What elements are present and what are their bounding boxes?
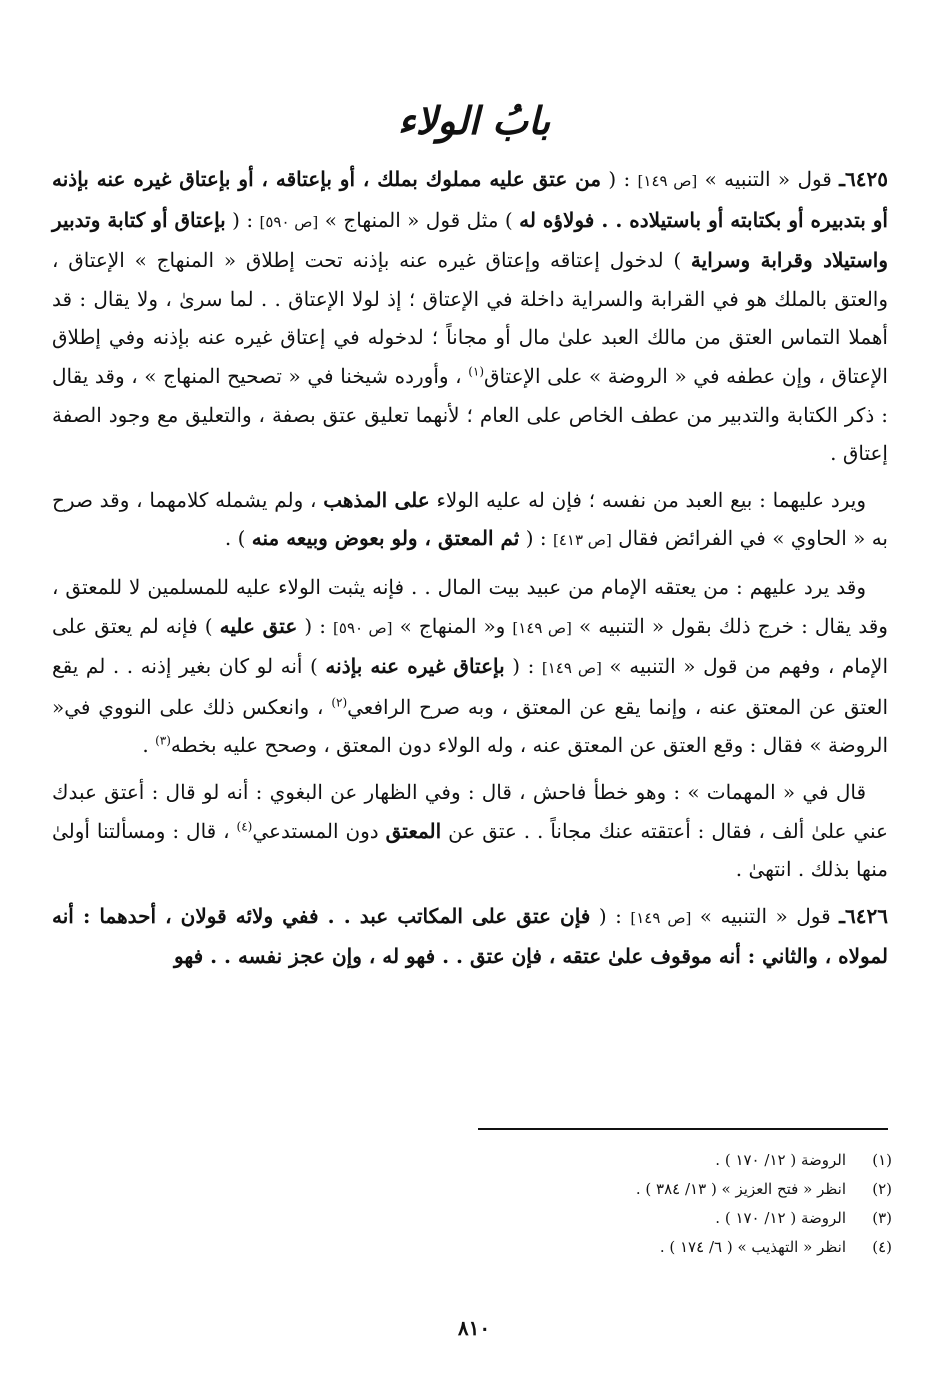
quoted-text: من عتق عليه مملوك بملك ، أو بإعتاقه ، أو بإعتاق غيره عنه بإذنه أو بتدبيره أو بكتابته أو باستيلاده . . فولاؤه له [52,167,888,232]
page-reference: [ص ١٤٩] [637,172,698,190]
footnote-ref: (٣) [155,733,171,748]
footnote: (١)الروضة ( ١٢/ ١٧٠ ) . [715,1151,892,1169]
main-text [52,160,888,976]
page-reference: [ص ١٤٩] [630,908,692,927]
page-reference: [ص ٥٩٠] [333,618,393,637]
footnote-ref: (١) [468,364,485,379]
page-reference: [ص ٥٩٠] [259,212,319,231]
entry-number: ٦٤٢٥ـ [839,167,888,191]
quoted-text: بإعتاق غيره عنه بإذنه [325,654,505,679]
footnote: (٢)انظر « فتح العزيز » ( ١٣/ ٣٨٤ ) . [635,1180,892,1198]
chapter-title: بابُ الولاء [397,98,551,143]
footnotes [452,1146,892,1262]
quoted-text: بإعتاق أو كتابة وتدبير واستيلاد وقرابة وسراية [52,207,888,273]
paragraph-objection-1: ويرد عليهما : بيع العبد من نفسه ؛ فإن له عليه الولاء على المذهب ، ولم يشمله كلامهما ، وقد صرح به « الحاوي » في الفرائض فقال [ص ٤١٣] : ( ثم المعتق ، ولو بعوض وبيعه منه ) . [52,487,888,551]
page-reference: [ص ٤١٣] [553,531,612,550]
quoted-text: فإن عتق على المكاتب عبد . . ففي ولائه قولان ، أحدهما : أنه لمولاه ، والثاني : أنه موقوف علىٰ عتقه ، فإن عتق . . فهو له ، وإن عجز نفسه . . فهو [52,903,888,969]
page-reference: [ص ١٤٩] [512,618,572,637]
footnote-ref: (٢) [331,695,348,710]
entry-number: ٦٤٢٦ـ [839,903,888,928]
footnote: (٤)انظر « التهذيب » ( ٦/ ١٧٤ ) . [659,1238,892,1256]
footnote-ref: (٤) [236,818,253,833]
page-reference: [ص ١٤٩] [541,659,602,678]
footnote-divider [478,1128,888,1130]
page-number: ٨١٠ [457,1316,491,1340]
footnote: (٣)الروضة ( ١٢/ ١٧٠ ) . [715,1209,892,1227]
paragraph-objection-2: وقد يرد عليهم : من يعتقه الإمام من عبيد بيت المال . . فإنه يثبت الولاء عليه للمسلمين لا للمعتق ، وقد يقال : خرج ذلك بقول « التنبيه » [ص ١٤٩] و« المنهاج » [ص ٥٩٠] : ( عتق عليه ) فإنه لم يعتق على الإمام ، وفهم من قول « التنبيه » [ص ١٤٩] : ( بإعتاق غيره عنه بإذنه ) أنه لو كان بغير إذنه . . لم يقع العتق عن المعتق عنه ، وإنما يقع عن المعتق ، وبه صرح الرافعي$^{(٢)}$ ، وانعكس ذلك على النووي في« الروضة » فقال : وقع العتق عن المعتق عنه ، وله الولاء دون المعتق ، وصحح عليه بخطه$^{(٣)}$ . [52,574,889,758]
quoted-text: ثم المعتق ، ولو بعوض وبيعه منه [251,526,520,551]
quoted-text: عتق عليه [219,613,298,638]
paragraph-6426: ٦٤٢٦ـ قول « التنبيه » [ص ١٤٩] : ( فإن عتق على المكاتب عبد . . ففي ولائه قولان ، أحدهما : أنه لمولاه ، والثاني : أنه موقوف علىٰ عتقه ، فإن عتق . . فهو له ، وإن عجز نفسه . . فهو [52,903,888,969]
paragraph-6425: ٦٤٢٥ـ قول « التنبيه » [ص ١٤٩] : ( من عتق عليه مملوك بملك ، أو بإعتاقه ، أو بإعتاق غيره عنه بإذنه أو بتدبيره أو بكتابته أو باستيلاده . . فولاؤه له ) مثل قول « المنهاج » [ص ٥٩٠] : ( بإعتاق أو كتابة وتدبير واستيلاد وقرابة وسراية ) لدخول إعتاقه وإعتاق غيره عنه بإذنه تحت إطلاق « المنهاج » الإعتاق ، والعتق بالملك هو في القرابة والسراية داخلة في الإعتاق ؛ إذ لولا الإعتاق . . لما سرىٰ ، ولا يقال : قد أهملا التماس العتق من مالك العبد علىٰ مال أو مجاناً ؛ لدخوله في إعتاق غيره عنه بإذنه وفي إطلاق الإعتاق ، وإن عطفه في « الروضة » على الإعتاق$^{(١)}$ ، وأورده شيخنا في « تصحيح المنهاج » ، وقد يقال : ذكر الكتابة والتدبير من عطف الخاص على العام ؛ لأنهما تعليق عتق بصفة ، والتعليق مع وجود الصفة إعتاق . [52,167,888,466]
paragraph-muhimmat: قال في « المهمات » : وهو خطأ فاحش ، قال : وفي الظهار عن البغوي : أنه لو قال : أعتق عبدك عني علىٰ ألف ، فقال : أعتقته عنك مجاناً . . عتق عن المعتق دون المستدعي$^{(٤)}$ ، قال : ومسألتنا أولىٰ منها بذلك . انتهىٰ . [52,779,888,882]
